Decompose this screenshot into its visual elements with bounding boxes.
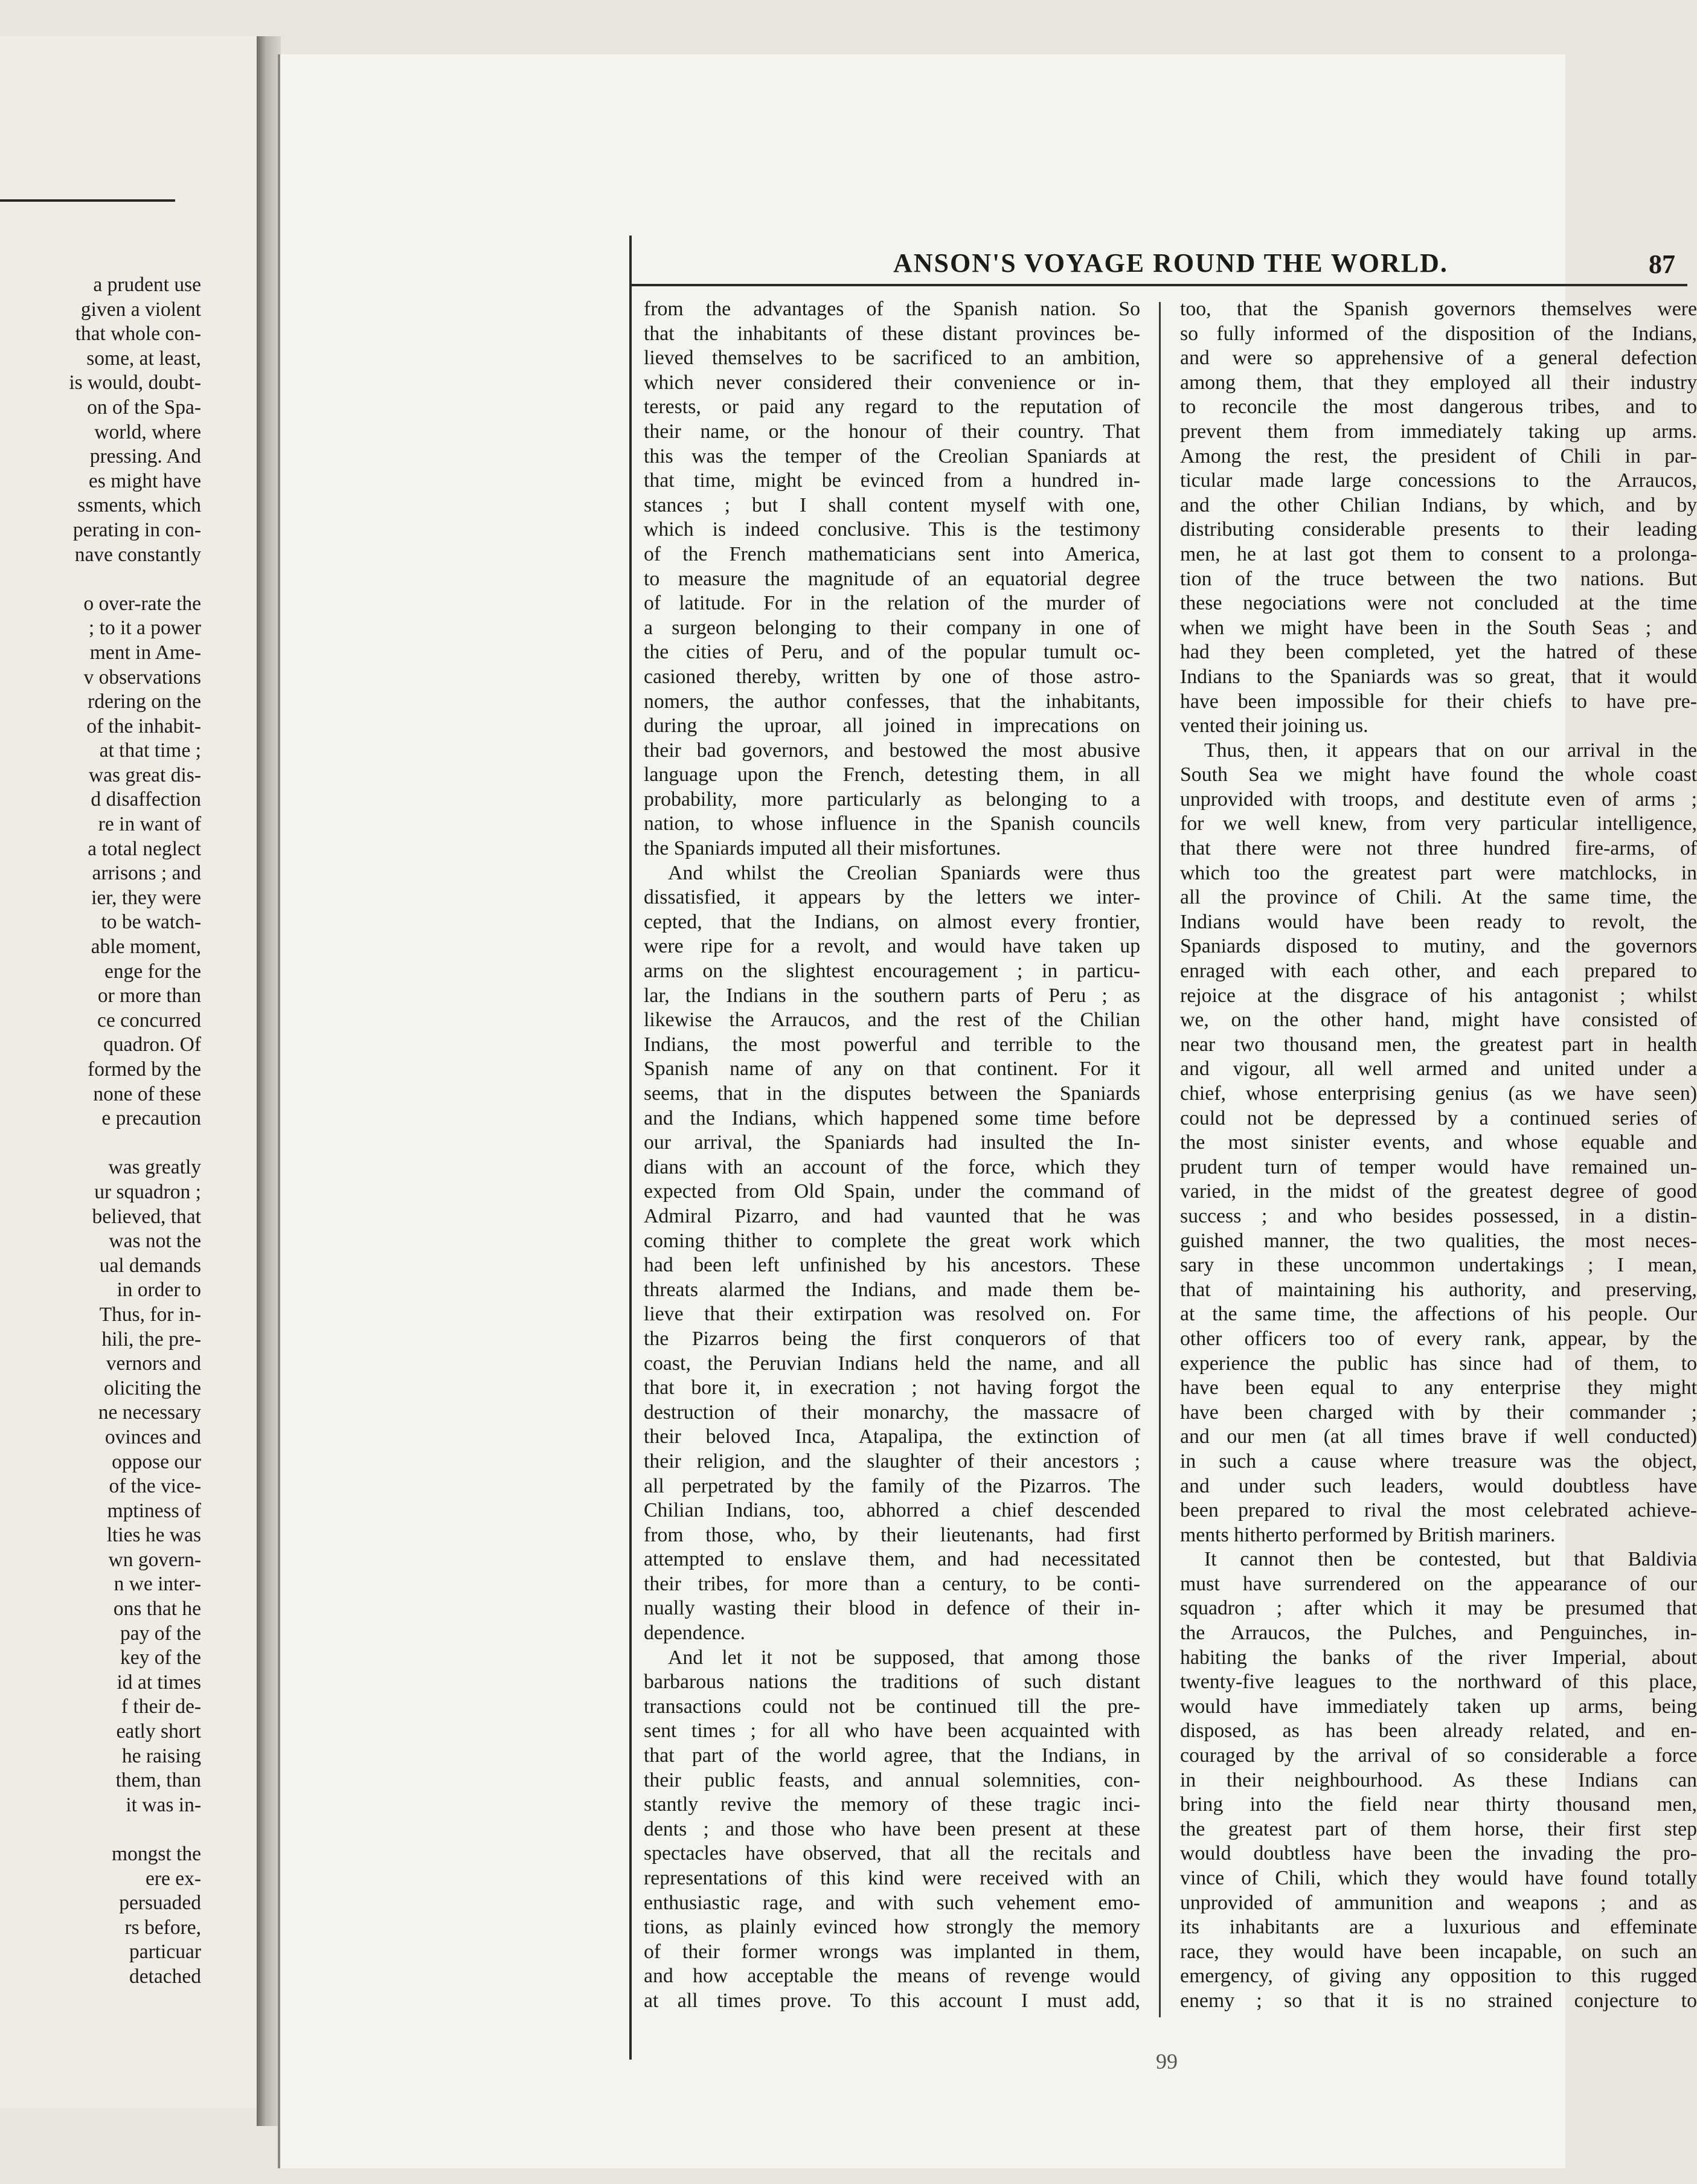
text-line: and our men (at all times brave if well conducted) [1180, 1425, 1697, 1448]
previous-page-line: v observations [83, 666, 201, 689]
text-line: to reconcile the most dangerous tribes, and to [1180, 396, 1697, 419]
text-line: attempted to enslave them, and had necessitated [644, 1548, 1140, 1571]
text-line: It cannot then be contested, but that Baldivia [1204, 1548, 1697, 1571]
text-line: this was the temper of the Creolian Spaniards at [644, 445, 1140, 467]
text-line: And let it not be supposed, that among those [668, 1646, 1140, 1669]
text-line: in such a cause where treasure was the object, [1180, 1450, 1697, 1473]
text-line: lieve that their extirpation was resolved on. For [644, 1303, 1140, 1326]
text-line: threats alarmed the Indians, and made them be- [644, 1278, 1140, 1301]
text-line: rejoice at the disgrace of his antagonist ; whilst [1180, 984, 1697, 1007]
text-line: that of maintaining his authority, and preserving, [1180, 1278, 1697, 1301]
text-line: at the same time, the affections of his people. Our [1180, 1303, 1697, 1326]
text-line: so fully informed of the disposition of the Indians, [1180, 322, 1697, 345]
previous-page-line: rdering on the [88, 690, 201, 713]
text-line: had been left unfinished by his ancestors. These [644, 1254, 1140, 1277]
text-line: Spaniards disposed to mutiny, and the governors [1180, 935, 1697, 958]
text-line: coast, the Peruvian Indians held the name, and all [644, 1352, 1140, 1375]
text-line: that the inhabitants of these distant provinces be- [644, 322, 1140, 345]
previous-page-line: able moment, [91, 936, 201, 959]
text-line: emergency, of giving any opposition to this rugged [1180, 1965, 1697, 1988]
text-line: twenty-five leagues to the northward of this place, [1180, 1671, 1697, 1694]
previous-page-line: ; to it a power [88, 617, 201, 640]
text-line: their beloved Inca, Atapalipa, the extinction of [644, 1425, 1140, 1448]
book-gutter [257, 36, 281, 2126]
text-line: South Sea we might have found the whole coast [1180, 763, 1697, 786]
text-line: expected from Old Spain, under the command of [644, 1180, 1140, 1203]
text-line: casioned thereby, written by one of those astro- [644, 665, 1140, 688]
text-line: dependence. [644, 1622, 745, 1645]
page-left-rule [629, 236, 632, 2060]
text-line: dians with an account of the force, which they [644, 1155, 1140, 1178]
text-line: when we might have been in the South Seas ; and [1180, 616, 1697, 639]
previous-page-line: a total neglect [88, 837, 201, 860]
text-line: tions, as plainly evinced how strongly the memory [644, 1916, 1140, 1939]
text-line: must have surrendered on the appearance of our [1180, 1572, 1697, 1595]
previous-page-line: formed by the [88, 1058, 201, 1081]
text-line: its inhabitants are a luxurious and effeminate [1180, 1916, 1697, 1939]
text-line: lieved themselves to be sacrificed to an ambition, [644, 347, 1140, 370]
text-line: experience the public has since had of them, to [1180, 1352, 1697, 1375]
previous-page-fragment [0, 36, 257, 2108]
text-line: their public feasts, and annual solemnities, con- [644, 1768, 1140, 1791]
previous-page-line: is would, doubt- [69, 371, 201, 394]
text-line: and the Indians, which happened some time before [644, 1106, 1140, 1129]
text-line: their religion, and the slaughter of their ancestors ; [644, 1450, 1140, 1473]
previous-page-line: ons that he [113, 1598, 201, 1620]
previous-page-line: n we inter- [114, 1573, 201, 1596]
text-line: at all times prove. To this account I must add, [644, 1989, 1140, 2012]
text-line: the Arraucos, the Pulches, and Penguinches, in- [1180, 1622, 1697, 1645]
signature-mark: 99 [1156, 2049, 1178, 2073]
previous-page-line: ere ex- [145, 1867, 201, 1890]
text-line: arms on the slightest encouragement ; in particu- [644, 960, 1140, 983]
previous-page-line: arrisons ; and [92, 862, 201, 885]
text-line: the cities of Peru, and of the popular tumult oc- [644, 641, 1140, 664]
text-line: all perpetrated by the family of the Pizarros. The [644, 1474, 1140, 1497]
text-line: would have immediately taken up arms, being [1180, 1695, 1697, 1718]
previous-page-line: ce concurred [97, 1009, 201, 1032]
text-line: prevent them from immediately taking up arms. [1180, 420, 1697, 443]
previous-page-line: e precaution [101, 1107, 201, 1130]
text-line: near two thousand men, the greatest part in health [1180, 1033, 1697, 1056]
text-line: have been charged with by their commander ; [1180, 1401, 1697, 1424]
text-line: likewise the Arraucos, and the rest of the Chilian [644, 1009, 1140, 1032]
text-line: would doubtless have been the invading the pro- [1180, 1842, 1697, 1865]
text-line: and vigour, all well armed and united under a [1180, 1058, 1697, 1081]
text-line: which is indeed conclusive. This is the testimony [644, 518, 1140, 541]
previous-page-line: of the inhabit- [86, 715, 201, 737]
text-line: unprovided with troops, and destitute even of arms ; [1180, 788, 1697, 811]
text-line: ticular made large concessions to the Arraucos, [1180, 469, 1697, 492]
text-line: stantly revive the memory of these tragic inci- [644, 1793, 1140, 1816]
previous-page-line: quadron. Of [103, 1033, 201, 1056]
text-line: Indians to the Spaniards was so great, that it would [1180, 665, 1697, 688]
previous-page-line: ovinces and [104, 1425, 201, 1448]
text-line: enemy ; so that it is no strained conjecture to [1180, 1989, 1697, 2012]
previous-page-line: it was in- [126, 1793, 201, 1816]
text-line: tion of the truce between the two nations. But [1180, 567, 1697, 590]
text-line: that part of the world agree, that the Indians, in [644, 1744, 1140, 1767]
previous-page-line: ier, they were [91, 886, 201, 909]
text-line: the Spaniards imputed all their misfortunes. [644, 837, 1001, 860]
text-line: Among the rest, the president of Chili in par- [1180, 445, 1697, 467]
previous-page-line: or more than [97, 984, 201, 1007]
text-line: a surgeon belonging to their company in one of [644, 616, 1140, 639]
text-line: have been impossible for their chiefs to have pre- [1180, 690, 1697, 713]
text-line: chief, whose enterprising genius (as we have seen) [1180, 1082, 1697, 1105]
previous-page-line: f their de- [121, 1695, 201, 1718]
previous-page-line: hili, the pre- [101, 1328, 201, 1351]
text-line: and under such leaders, would doubtless have [1180, 1474, 1697, 1497]
text-line: that there were not three hundred fire-arms, of [1180, 837, 1697, 860]
text-line: transactions could not be continued till the pre- [644, 1695, 1140, 1718]
previous-page-line: was not the [109, 1230, 201, 1253]
previous-page-line: key of the [120, 1646, 201, 1669]
previous-page-line: he raising [121, 1744, 201, 1767]
text-line: in their neighbourhood. As these Indians can [1180, 1768, 1697, 1791]
previous-page-line: particuar [129, 1941, 201, 1964]
previous-page-line [0, 1817, 201, 1842]
book-page [278, 54, 1697, 2168]
previous-page-line: nave constantly [74, 543, 201, 566]
header-rule [629, 284, 1687, 286]
previous-page-line: given a violent [80, 298, 201, 321]
text-column-right [1180, 297, 1697, 2014]
text-line: destruction of their monarchy, the massacre of [644, 1401, 1140, 1424]
text-column-left [644, 297, 1140, 2014]
previous-page-line: in order to [117, 1279, 201, 1302]
column-divider [1159, 302, 1161, 2017]
previous-page-line: ur squadron ; [94, 1180, 201, 1203]
text-line: spectacles have observed, that all the recitals and [644, 1842, 1140, 1865]
text-line: which too the greatest part were matchlocks, in [1180, 861, 1697, 884]
previous-page-line: none of these [93, 1082, 201, 1105]
text-line: we, on the other hand, might have consisted of [1180, 1009, 1697, 1032]
text-line: dissatisfied, it appears by the letters we inter- [644, 886, 1140, 909]
text-line: to measure the magnitude of an equatorial degree [644, 567, 1140, 590]
text-line: sary in these uncommon undertakings ; I mean, [1180, 1254, 1697, 1277]
previous-page-line: ment in Ame- [89, 641, 201, 664]
previous-page-line: that whole con- [75, 323, 201, 345]
previous-page-line: Thus, for in- [99, 1303, 201, 1326]
text-line: were ripe for a revolt, and would have taken up [644, 935, 1140, 958]
text-line: could not be depressed by a continued series of [1180, 1106, 1697, 1129]
text-line: that time, might be evinced from a hundred in- [644, 469, 1140, 492]
text-line: other officers too of every rank, appear, by the [1180, 1327, 1697, 1350]
text-line: enraged with each other, and each prepared to [1180, 960, 1697, 983]
previous-page-line: id at times [117, 1671, 201, 1694]
previous-page-line: ual demands [99, 1254, 201, 1277]
previous-page-line: pressing. And [89, 445, 201, 468]
previous-page-line: es might have [88, 469, 201, 492]
text-line: ments hitherto performed by British mariners. [1180, 1523, 1556, 1546]
previous-page-line [0, 567, 201, 592]
text-line: and were so apprehensive of a general defection [1180, 347, 1697, 370]
text-line: squadron ; after which it may be presumed that [1180, 1597, 1697, 1620]
text-line: dents ; and those who have been present at these [644, 1817, 1140, 1840]
text-line: which never considered their convenience or in- [644, 371, 1140, 394]
previous-page-line: re in want of [98, 813, 201, 836]
text-line: coming thither to complete the great work which [644, 1229, 1140, 1252]
previous-page-line: persuaded [119, 1892, 201, 1915]
text-line: lar, the Indians in the southern parts of Peru ; as [644, 984, 1140, 1007]
text-line: barbarous nations the traditions of such distant [644, 1671, 1140, 1694]
text-line: nually wasting their blood in defence of their in- [644, 1597, 1140, 1620]
text-line: Admiral Pizarro, and had vaunted that he was [644, 1204, 1140, 1227]
text-line: guished manner, the two qualities, the most neces- [1180, 1229, 1697, 1252]
text-line: language upon the French, detesting them, in all [644, 763, 1140, 786]
text-line: habiting the banks of the river Imperial, about [1180, 1646, 1697, 1669]
text-line: Thus, then, it appears that on our arrival in the [1204, 739, 1697, 762]
text-line: of their former wrongs was implanted in them, [644, 1940, 1140, 1963]
previous-page-line: o over-rate the [83, 592, 201, 615]
text-line: vince of Chili, which they would have found totally [1180, 1867, 1697, 1889]
text-line: Indians would have been ready to revolt, the [1180, 910, 1697, 933]
text-line: varied, in the midst of the greatest degree of good [1180, 1180, 1697, 1203]
previous-page-line: was greatly [108, 1156, 201, 1179]
previous-page-line: believed, that [92, 1205, 201, 1228]
previous-page-line: ne necessary [98, 1401, 201, 1424]
text-line: too, that the Spanish governors themselves were [1180, 298, 1697, 320]
text-line: couraged by the arrival of so considerable a force [1180, 1744, 1697, 1767]
previous-page-line: mongst the [112, 1843, 201, 1865]
text-line: that bore it, in execration ; not having forgot the [644, 1376, 1140, 1399]
text-line: for we well knew, from very particular intelligence, [1180, 812, 1697, 835]
text-line: unprovided of ammunition and weapons ; and as [1180, 1891, 1697, 1914]
previous-page-line: vernors and [106, 1352, 201, 1375]
text-line: nation, to whose influence in the Spanish councils [644, 812, 1140, 835]
text-line: probability, more particularly as belonging to a [644, 788, 1140, 811]
text-line: cepted, that the Indians, on almost every frontier, [644, 910, 1140, 933]
previous-page-line: oppose our [112, 1450, 201, 1473]
text-line: Indians, the most powerful and terrible to the [644, 1033, 1140, 1056]
text-line: vented their joining us. [1180, 715, 1368, 737]
previous-page-line: of the vice- [109, 1475, 201, 1498]
text-line: from those, who, by their lieutenants, had first [644, 1523, 1140, 1546]
text-line: of latitude. For in the relation of the murder of [644, 592, 1140, 615]
text-line: the greatest part of them horse, their first step [1180, 1817, 1697, 1840]
previous-page-line: enge for the [104, 960, 201, 983]
text-line: during the uproar, all joined in imprecations on [644, 715, 1140, 737]
text-line: and how acceptable the means of revenge would [644, 1965, 1140, 1988]
text-line: distributing considerable presents to their leading [1180, 518, 1697, 541]
text-line: all the province of Chili. At the same time, the [1180, 886, 1697, 909]
previous-page-line: eatly short [116, 1720, 201, 1743]
text-line: seems, that in the disputes between the Spaniards [644, 1082, 1140, 1105]
text-line: And whilst the Creolian Spaniards were thus [668, 861, 1140, 884]
text-line: these negociations were not concluded at the time [1180, 592, 1697, 615]
text-line: terests, or paid any regard to the reputation of [644, 396, 1140, 419]
text-line: disposed, as has been already related, and en- [1180, 1720, 1697, 1742]
previous-page-line: detached [129, 1965, 201, 1988]
previous-page-line: a prudent use [93, 274, 201, 296]
previous-page-line: on of the Spa- [87, 396, 201, 419]
previous-page-line: d disaffection [91, 788, 201, 811]
previous-page-line: world, where [94, 420, 201, 443]
running-head: ANSON'S VOYAGE ROUND THE WORLD. [893, 248, 1448, 278]
previous-page-text [0, 273, 201, 1990]
text-line: have been equal to any enterprise they might [1180, 1376, 1697, 1399]
text-line: bring into the field near thirty thousand men, [1180, 1793, 1697, 1816]
previous-page-line: lties he was [106, 1524, 201, 1547]
previous-page-line: mptiness of [107, 1499, 201, 1522]
text-line: nomers, the author confesses, that the inhabitants, [644, 690, 1140, 713]
text-line: Chilian Indians, too, abhorred a chief descended [644, 1499, 1140, 1522]
text-line: their name, or the honour of their country. That [644, 420, 1140, 443]
previous-page-line: rs before, [124, 1916, 201, 1939]
text-line: had they been completed, yet the hatred of these [1180, 641, 1697, 664]
previous-page-rule [0, 199, 175, 202]
previous-page-line: ssments, which [77, 494, 201, 517]
previous-page-line: some, at least, [86, 347, 201, 370]
page-number: 87 [1649, 249, 1675, 279]
previous-page-line: pay of the [120, 1622, 201, 1645]
text-line: success ; and who besides possessed, in a distin- [1180, 1204, 1697, 1227]
text-line: their bad governors, and bestowed the most abusive [644, 739, 1140, 762]
text-line: men, he at last got them to consent to a prolonga- [1180, 542, 1697, 565]
text-line: among them, that they employed all their industry [1180, 371, 1697, 394]
text-line: enthusiastic rage, and with such vehement emo- [644, 1891, 1140, 1914]
previous-page-line: was great dis- [88, 763, 201, 786]
previous-page-line: wn govern- [108, 1548, 201, 1571]
text-line: our arrival, the Spaniards had insulted the In- [644, 1131, 1140, 1154]
text-line: the most sinister events, and whose equable and [1180, 1131, 1697, 1154]
text-line: prudent turn of temper would have remained un- [1180, 1155, 1697, 1178]
previous-page-line: at that time ; [99, 739, 201, 762]
previous-page-line: oliciting the [104, 1376, 201, 1399]
text-line: sent times ; for all who have been acquainted with [644, 1720, 1140, 1742]
text-line: their tribes, for more than a century, to be conti- [644, 1572, 1140, 1595]
text-line: been prepared to rival the most celebrated achieve- [1180, 1499, 1697, 1522]
text-line: race, they would have been incapable, on such an [1180, 1940, 1697, 1963]
previous-page-line [0, 1131, 201, 1156]
text-line: and the other Chilian Indians, by which, and by [1180, 493, 1697, 516]
text-line: the Pizarros being the first conquerors of that [644, 1327, 1140, 1350]
previous-page-line: perating in con- [72, 518, 201, 541]
previous-page-line: to be watch- [101, 911, 201, 934]
text-line: Spanish name of any on that continent. For it [644, 1058, 1140, 1081]
text-line: of the French mathematicians sent into America, [644, 542, 1140, 565]
previous-page-line: them, than [115, 1769, 201, 1792]
text-line: from the advantages of the Spanish nation. So [644, 298, 1140, 320]
text-line: stances ; but I shall content myself with one, [644, 493, 1140, 516]
text-line: representations of this kind were received with an [644, 1867, 1140, 1889]
